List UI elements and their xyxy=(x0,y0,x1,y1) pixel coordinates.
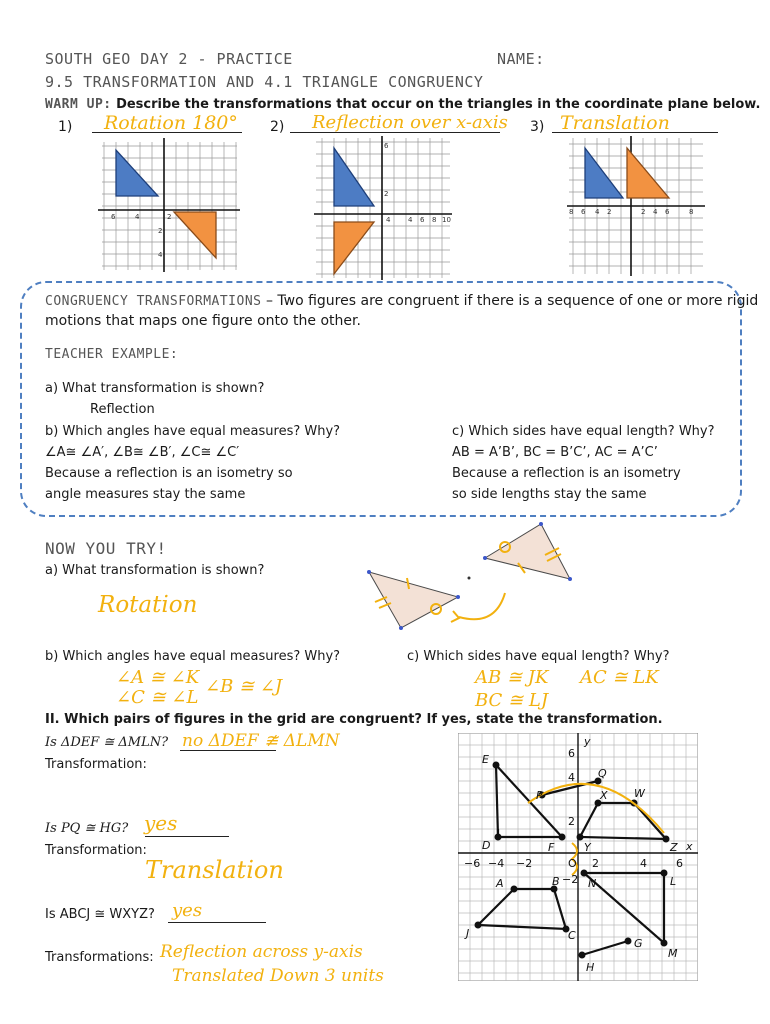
tick-label: 6 xyxy=(665,208,670,216)
warmup-answer-3: Translation xyxy=(560,112,670,134)
rotation-figure xyxy=(355,515,595,640)
point-label: X xyxy=(600,789,608,802)
tick-label: 6 xyxy=(420,216,425,224)
tick-label: 2 xyxy=(384,190,389,198)
part2-q1-transformation-label: Transformation: xyxy=(45,757,147,772)
y-axis-label: y xyxy=(584,735,591,748)
congruency-heading: CONGRUENCY TRANSFORMATIONS xyxy=(45,294,262,309)
teacher-qc: c) Which sides have equal length? Why? xyxy=(452,424,715,439)
coordinate-grid xyxy=(458,733,698,981)
teacher-qc-equalities: AB = A’B’, BC = B’C’, AC = A’C’ xyxy=(452,445,658,460)
tick-label: 10 xyxy=(442,216,451,224)
tick-label: 8 xyxy=(689,208,694,216)
nyt-qb-answer-1: ∠A ≅ ∠K xyxy=(116,667,200,688)
part2-q1-answer: no ΔDEF ≇ ΔLMN xyxy=(182,731,340,751)
tick-label: 6 xyxy=(676,857,683,870)
tick-label: 2 xyxy=(607,208,612,216)
warmup-item-1-num: 1) xyxy=(58,119,73,135)
tick-label: 8 xyxy=(432,216,437,224)
nyt-qc-answer-3: BC ≅ LJ xyxy=(475,690,549,711)
tick-label: 4 xyxy=(386,216,391,224)
warmup-answer-1: Rotation 180° xyxy=(104,112,238,134)
point-label: N xyxy=(588,877,597,890)
part2-q3-transformation-1: Reflection across y-axis xyxy=(160,942,363,962)
point-label: Z xyxy=(670,841,678,854)
point-label: M xyxy=(668,947,678,960)
part2-q3-line xyxy=(168,922,266,923)
tick-label: 6 xyxy=(111,213,116,221)
nyt-qb: b) Which angles have equal measures? Why? xyxy=(45,649,341,664)
teacher-qb: b) Which angles have equal measures? Why? xyxy=(45,424,341,439)
point-label: D xyxy=(482,839,491,852)
tick-label: 2 xyxy=(641,208,646,216)
part2-q2: Is PQ ≅ HG? xyxy=(45,821,129,836)
point-label: G xyxy=(634,937,643,950)
tick-label: O xyxy=(568,857,577,870)
tick-label: 4 xyxy=(595,208,600,216)
name-label: NAME: xyxy=(497,50,545,68)
teacher-example-heading: TEACHER EXAMPLE: xyxy=(45,347,179,362)
part2-q2-answer: yes xyxy=(144,811,178,835)
tick-label: 6 xyxy=(581,208,586,216)
x-axis-label: x xyxy=(686,840,693,853)
teacher-qa: a) What transformation is shown? xyxy=(45,381,265,396)
tick-label: 4 xyxy=(640,857,647,870)
tick-label: 2 xyxy=(158,227,163,235)
point-label: J xyxy=(466,927,470,940)
point-label: E xyxy=(482,753,489,766)
part2-q2-transformation-label: Transformation: xyxy=(45,843,147,858)
triangle-image xyxy=(174,212,216,258)
warmup-label: WARM UP: xyxy=(45,97,112,112)
point-label: P xyxy=(536,789,543,802)
tick-label: 4 xyxy=(135,213,140,221)
tick-label: −2 xyxy=(562,873,579,886)
tick-label: −2 xyxy=(516,857,533,870)
point-label: Y xyxy=(584,841,591,854)
point-label: Q xyxy=(598,767,607,780)
triangle-image xyxy=(627,148,669,198)
warmup-instruction-line xyxy=(45,96,760,112)
tick-label: 4 xyxy=(158,251,163,259)
rotation-arrow xyxy=(459,593,505,619)
tick-label: 2 xyxy=(568,815,575,828)
part2-q3: Is ABCJ ≅ WXYZ? xyxy=(45,907,155,922)
tick-label: −4 xyxy=(488,857,505,870)
triangle-original xyxy=(585,148,623,198)
part2-q2-line xyxy=(145,836,229,837)
nyt-qa: a) What transformation is shown? xyxy=(45,563,265,578)
nyt-qc: c) Which sides have equal length? Why? xyxy=(407,649,670,664)
point-label: L xyxy=(670,875,677,888)
teacher-qb-why-2: angle measures stay the same xyxy=(45,487,246,502)
teacher-qc-why-2: so side lengths stay the same xyxy=(452,487,647,502)
tick-label: 2 xyxy=(592,857,599,870)
point-label: W xyxy=(634,787,645,800)
part2-q3-transformation-2: Translated Down 3 units xyxy=(172,966,384,986)
warmup-item-2-num: 2) xyxy=(270,119,285,135)
congruency-definition-line xyxy=(45,293,758,309)
tick-label: 8 xyxy=(569,208,574,216)
tick-label: 4 xyxy=(568,771,575,784)
warmup-item-3-num: 3) xyxy=(530,119,545,135)
congruency-definition-2: motions that maps one figure onto the other. xyxy=(45,313,361,329)
triangle-original xyxy=(334,148,374,206)
nyt-qb-answer-3: ∠C ≅ ∠L xyxy=(116,687,199,708)
point-label: A xyxy=(496,877,504,890)
tick-label: 4 xyxy=(653,208,658,216)
teacher-qb-why-1: Because a reflection is an isometry so xyxy=(45,466,293,481)
point-label: F xyxy=(548,841,555,854)
teacher-qa-answer: Reflection xyxy=(90,402,155,417)
triangle-image xyxy=(334,222,374,274)
warmup-grid-2 xyxy=(312,134,452,280)
congruency-definition: – Two figures are congruent if there is a sequence of one or more rigid xyxy=(265,293,759,309)
point-label: C xyxy=(568,929,576,942)
nyt-qc-answer-1: AB ≅ JK xyxy=(475,667,549,688)
point-label: B xyxy=(552,875,560,888)
warmup-instruction: Describe the transformations that occur on the triangles in the coordinate plane below. xyxy=(116,97,761,112)
tick-label: −6 xyxy=(464,857,481,870)
warmup-grid-3 xyxy=(565,134,705,276)
worksheet-subtitle: 9.5 TRANSFORMATION AND 4.1 TRIANGLE CONGRUENCY xyxy=(45,73,484,91)
part2-q2-transformation: Translation xyxy=(145,856,284,884)
nyt-qb-answer-2: ∠B ≅ ∠J xyxy=(205,676,283,697)
nyt-qc-answer-2: AC ≅ LK xyxy=(580,667,659,688)
triangle-rotated xyxy=(485,524,570,579)
part2-heading: II. Which pairs of figures in the grid are congruent? If yes, state the transformation. xyxy=(45,712,663,727)
part2-q3-answer: yes xyxy=(172,900,203,921)
teacher-qb-equalities: ∠A≅ ∠A′, ∠B≅ ∠B′, ∠C≅ ∠C′ xyxy=(45,445,240,460)
warmup-answer-2: Reflection over x-axis xyxy=(312,112,508,133)
warmup-grid-1 xyxy=(92,134,242,274)
teacher-qc-why-1: Because a reflection is an isometry xyxy=(452,466,681,481)
part2-q1: Is ΔDEF ≅ ΔMLN? xyxy=(45,735,169,750)
worksheet-title: SOUTH GEO DAY 2 - PRACTICE xyxy=(45,50,293,68)
nyt-qa-answer: Rotation xyxy=(98,592,198,618)
tick-label: 2 xyxy=(167,213,172,221)
now-you-try-heading: NOW YOU TRY! xyxy=(45,539,167,558)
point-label: H xyxy=(586,961,595,974)
part2-q3-transformations-label: Transformations: xyxy=(45,950,154,965)
tick-label: 6 xyxy=(568,747,575,760)
tick-label: 4 xyxy=(408,216,413,224)
tick-label: 6 xyxy=(384,142,389,150)
